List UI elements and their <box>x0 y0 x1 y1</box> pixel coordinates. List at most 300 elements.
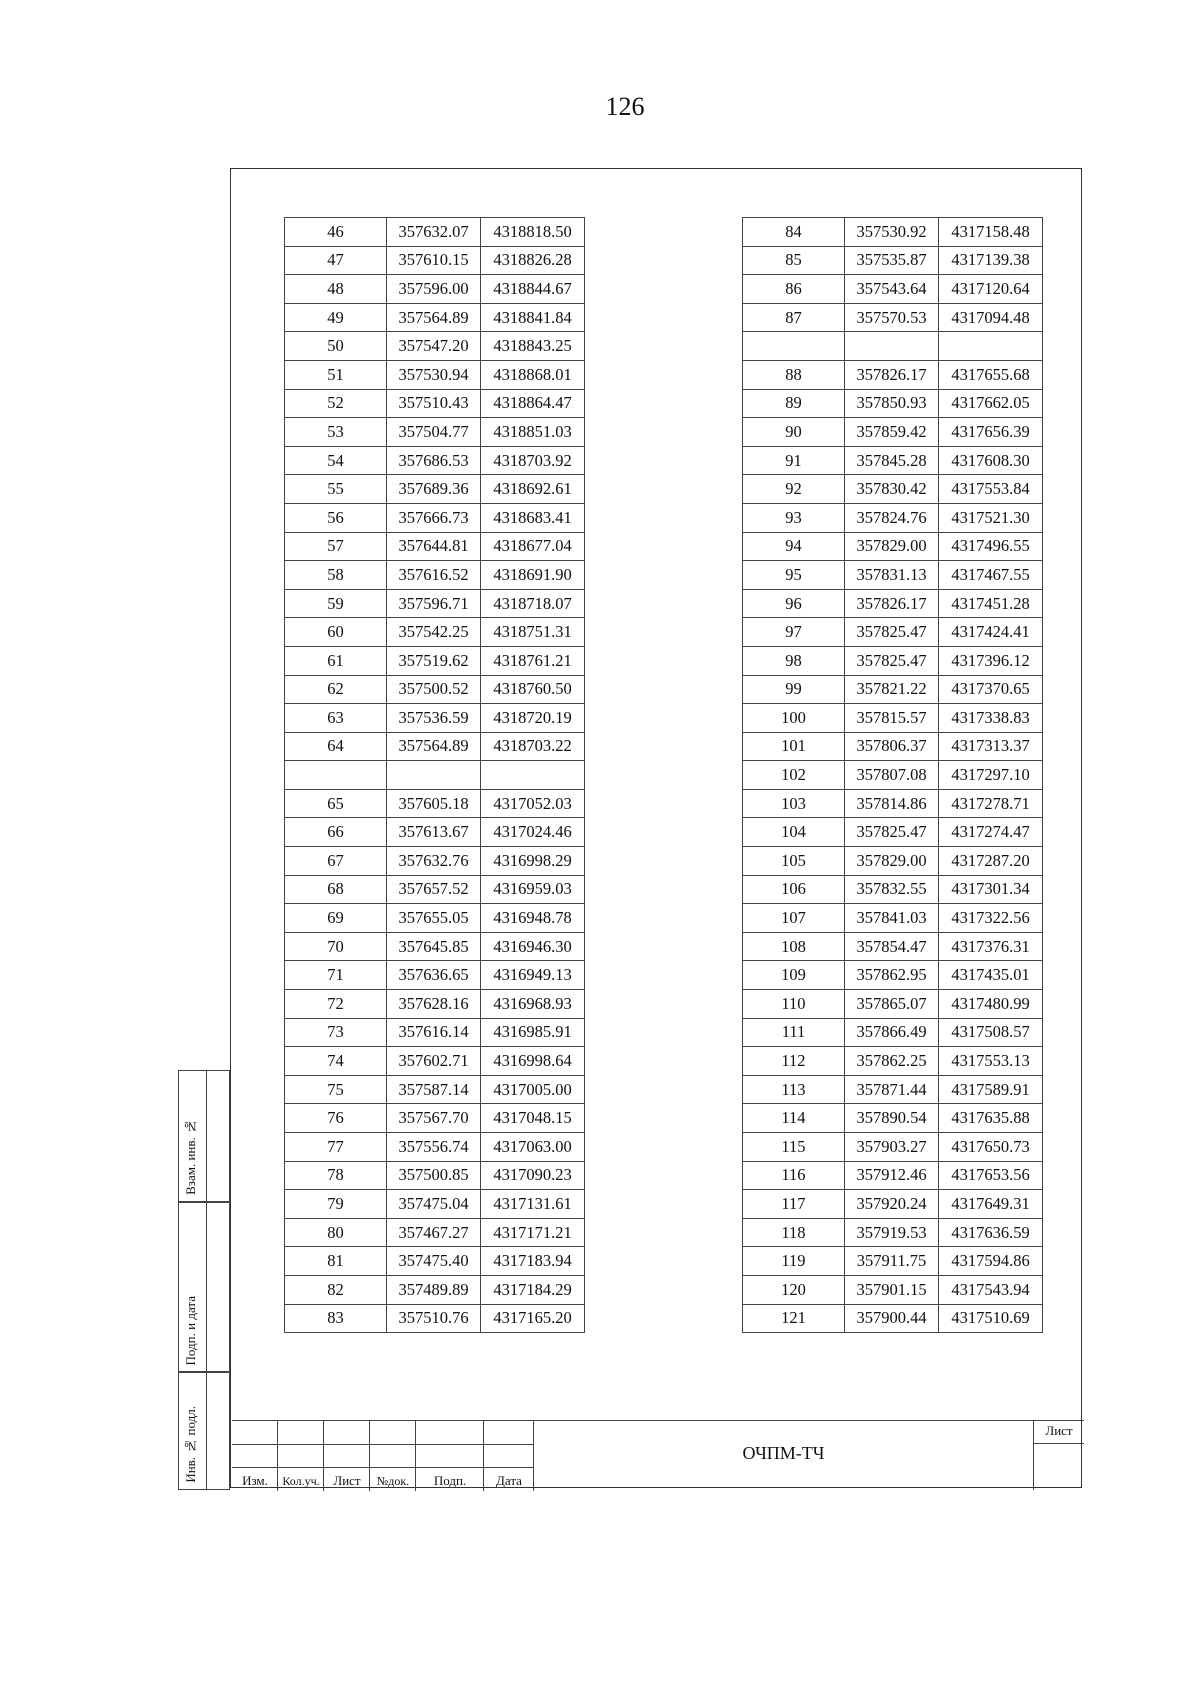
y-coordinate-cell: 4317508.57 <box>939 1018 1043 1047</box>
y-coordinate-cell: 4317184.29 <box>481 1275 585 1304</box>
y-coordinate-cell: 4317608.30 <box>939 446 1043 475</box>
table-row <box>743 332 1043 361</box>
x-coordinate-cell: 357613.67 <box>387 818 481 847</box>
table-row <box>743 789 1043 818</box>
point-number-cell: 67 <box>285 847 387 876</box>
table-row <box>285 704 585 733</box>
point-number-cell: 101 <box>743 732 845 761</box>
y-coordinate-cell: 4317094.48 <box>939 303 1043 332</box>
y-coordinate-cell: 4317396.12 <box>939 646 1043 675</box>
point-number-cell: 84 <box>743 218 845 247</box>
x-coordinate-cell: 357826.17 <box>845 360 939 389</box>
point-number-cell: 104 <box>743 818 845 847</box>
point-number-cell: 59 <box>285 589 387 618</box>
table-row <box>743 389 1043 418</box>
y-coordinate-cell <box>939 332 1043 361</box>
point-number-cell: 86 <box>743 275 845 304</box>
table-row <box>743 532 1043 561</box>
table-row <box>743 1133 1043 1162</box>
x-coordinate-cell: 357610.15 <box>387 246 481 275</box>
table-row <box>285 675 585 704</box>
point-number-cell: 54 <box>285 446 387 475</box>
table-row <box>285 418 585 447</box>
point-number-cell: 51 <box>285 360 387 389</box>
x-coordinate-cell: 357510.76 <box>387 1304 481 1333</box>
table-row <box>285 646 585 675</box>
y-coordinate-cell: 4318703.92 <box>481 446 585 475</box>
table-row <box>285 532 585 561</box>
table-row <box>743 904 1043 933</box>
x-coordinate-cell: 357467.27 <box>387 1218 481 1247</box>
y-coordinate-cell: 4318691.90 <box>481 561 585 590</box>
point-number-cell: 77 <box>285 1133 387 1162</box>
table-row <box>285 789 585 818</box>
y-coordinate-cell: 4318761.21 <box>481 646 585 675</box>
sheet-cell <box>1034 1420 1084 1491</box>
x-coordinate-cell: 357542.25 <box>387 618 481 647</box>
x-coordinate-cell: 357655.05 <box>387 904 481 933</box>
table-row <box>285 1133 585 1162</box>
y-coordinate-cell: 4317090.23 <box>481 1161 585 1190</box>
y-coordinate-cell: 4318720.19 <box>481 704 585 733</box>
x-coordinate-cell: 357825.47 <box>845 818 939 847</box>
x-coordinate-cell: 357832.55 <box>845 875 939 904</box>
y-coordinate-cell: 4317553.84 <box>939 475 1043 504</box>
point-number-cell: 46 <box>285 218 387 247</box>
x-coordinate-cell: 357596.00 <box>387 275 481 304</box>
table-row <box>285 1275 585 1304</box>
y-coordinate-cell: 4317635.88 <box>939 1104 1043 1133</box>
point-number-cell: 83 <box>285 1304 387 1333</box>
title-cell <box>534 1420 1034 1490</box>
x-coordinate-cell: 357871.44 <box>845 1075 939 1104</box>
y-coordinate-cell: 4318703.22 <box>481 732 585 761</box>
table-row <box>743 961 1043 990</box>
x-coordinate-cell: 357530.94 <box>387 360 481 389</box>
x-coordinate-cell: 357632.07 <box>387 218 481 247</box>
x-coordinate-cell: 357657.52 <box>387 875 481 904</box>
y-coordinate-cell: 4317158.48 <box>939 218 1043 247</box>
point-number-cell <box>285 761 387 790</box>
point-number-cell: 103 <box>743 789 845 818</box>
y-coordinate-cell: 4317656.39 <box>939 418 1043 447</box>
x-coordinate-cell: 357829.00 <box>845 532 939 561</box>
x-coordinate-cell: 357825.47 <box>845 618 939 647</box>
table-row <box>743 303 1043 332</box>
x-coordinate-cell: 357632.76 <box>387 847 481 876</box>
x-coordinate-cell: 357547.20 <box>387 332 481 361</box>
side-label-vzam: Взам. инв. № <box>183 1119 198 1195</box>
table-row <box>285 618 585 647</box>
y-coordinate-cell: 4318864.47 <box>481 389 585 418</box>
point-number-cell: 96 <box>743 589 845 618</box>
y-coordinate-cell: 4317653.56 <box>939 1161 1043 1190</box>
y-coordinate-cell: 4316998.64 <box>481 1047 585 1076</box>
y-coordinate-cell: 4317278.71 <box>939 789 1043 818</box>
title-block-grid <box>232 1420 534 1491</box>
point-number-cell: 81 <box>285 1247 387 1276</box>
x-coordinate-cell: 357616.52 <box>387 561 481 590</box>
y-coordinate-cell: 4317467.55 <box>939 561 1043 590</box>
point-number-cell: 87 <box>743 303 845 332</box>
table-row <box>743 1018 1043 1047</box>
point-number-cell: 76 <box>285 1104 387 1133</box>
y-coordinate-cell <box>481 761 585 790</box>
y-coordinate-cell: 4318718.07 <box>481 589 585 618</box>
table-row <box>285 1218 585 1247</box>
table-row <box>743 1218 1043 1247</box>
table-row <box>285 818 585 847</box>
y-coordinate-cell: 4317052.03 <box>481 789 585 818</box>
point-number-cell: 47 <box>285 246 387 275</box>
y-coordinate-cell: 4317649.31 <box>939 1190 1043 1219</box>
point-number-cell: 91 <box>743 446 845 475</box>
table-row <box>743 875 1043 904</box>
document-code: ОЧПМ-ТЧ <box>742 1443 825 1463</box>
side-label-inv: Инв. № подл. <box>183 1406 198 1483</box>
point-number-cell: 106 <box>743 875 845 904</box>
page-number: 126 <box>605 92 645 121</box>
x-coordinate-cell: 357821.22 <box>845 675 939 704</box>
table-row <box>743 847 1043 876</box>
y-coordinate-cell: 4318760.50 <box>481 675 585 704</box>
point-number-cell: 64 <box>285 732 387 761</box>
table-row <box>743 446 1043 475</box>
table-row <box>285 875 585 904</box>
y-coordinate-cell: 4317313.37 <box>939 732 1043 761</box>
table-row <box>743 561 1043 590</box>
x-coordinate-cell <box>387 761 481 790</box>
x-coordinate-cell: 357829.00 <box>845 847 939 876</box>
table-row <box>285 303 585 332</box>
y-coordinate-cell: 4317370.65 <box>939 675 1043 704</box>
y-coordinate-cell: 4318851.03 <box>481 418 585 447</box>
x-coordinate-cell: 357636.65 <box>387 961 481 990</box>
point-number-cell: 117 <box>743 1190 845 1219</box>
table-row <box>743 732 1043 761</box>
point-number-cell: 79 <box>285 1190 387 1219</box>
y-coordinate-cell: 4317376.31 <box>939 932 1043 961</box>
stamp-header-data: Дата <box>496 1473 522 1488</box>
y-coordinate-cell: 4316949.13 <box>481 961 585 990</box>
stamp-header-izm: Изм. <box>242 1473 268 1488</box>
point-number-cell: 70 <box>285 932 387 961</box>
x-coordinate-cell: 357815.57 <box>845 704 939 733</box>
point-number-cell: 95 <box>743 561 845 590</box>
x-coordinate-cell: 357556.74 <box>387 1133 481 1162</box>
table-row <box>743 246 1043 275</box>
x-coordinate-cell: 357919.53 <box>845 1218 939 1247</box>
table-row <box>743 646 1043 675</box>
x-coordinate-cell: 357824.76 <box>845 503 939 532</box>
table-row <box>743 360 1043 389</box>
sheet-label: Лист <box>1045 1423 1073 1438</box>
point-number-cell <box>743 332 845 361</box>
table-row <box>285 932 585 961</box>
point-number-cell: 107 <box>743 904 845 933</box>
point-number-cell: 115 <box>743 1133 845 1162</box>
x-coordinate-cell: 357862.95 <box>845 961 939 990</box>
coordinates-table-left <box>284 217 585 1333</box>
y-coordinate-cell: 4316946.30 <box>481 932 585 961</box>
y-coordinate-cell: 4317510.69 <box>939 1304 1043 1333</box>
x-coordinate-cell: 357666.73 <box>387 503 481 532</box>
x-coordinate-cell: 357900.44 <box>845 1304 939 1333</box>
point-number-cell: 109 <box>743 961 845 990</box>
point-number-cell: 71 <box>285 961 387 990</box>
y-coordinate-cell: 4317655.68 <box>939 360 1043 389</box>
stamp-header-koluch: Кол.уч. <box>282 1474 320 1488</box>
x-coordinate-cell: 357865.07 <box>845 990 939 1019</box>
x-coordinate-cell: 357500.52 <box>387 675 481 704</box>
x-coordinate-cell: 357536.59 <box>387 704 481 733</box>
y-coordinate-cell: 4317165.20 <box>481 1304 585 1333</box>
table-row <box>285 446 585 475</box>
side-cell-vzam <box>178 1070 230 1202</box>
stamp-header-list: Лист <box>333 1473 361 1488</box>
y-coordinate-cell: 4318818.50 <box>481 218 585 247</box>
table-row <box>743 675 1043 704</box>
x-coordinate-cell: 357628.16 <box>387 990 481 1019</box>
table-row <box>743 218 1043 247</box>
table-row <box>285 1104 585 1133</box>
table-row <box>743 475 1043 504</box>
x-coordinate-cell: 357901.15 <box>845 1275 939 1304</box>
point-number-cell: 94 <box>743 532 845 561</box>
y-coordinate-cell: 4317589.91 <box>939 1075 1043 1104</box>
point-number-cell: 65 <box>285 789 387 818</box>
point-number-cell: 75 <box>285 1075 387 1104</box>
table-row <box>743 1190 1043 1219</box>
y-coordinate-cell: 4317183.94 <box>481 1247 585 1276</box>
point-number-cell: 111 <box>743 1018 845 1047</box>
y-coordinate-cell: 4318677.04 <box>481 532 585 561</box>
table-row <box>743 1075 1043 1104</box>
table-row <box>285 1161 585 1190</box>
point-number-cell: 62 <box>285 675 387 704</box>
point-number-cell: 121 <box>743 1304 845 1333</box>
point-number-cell: 48 <box>285 275 387 304</box>
x-coordinate-cell: 357859.42 <box>845 418 939 447</box>
x-coordinate-cell: 357564.89 <box>387 732 481 761</box>
y-coordinate-cell: 4317297.10 <box>939 761 1043 790</box>
x-coordinate-cell: 357644.81 <box>387 532 481 561</box>
table-row <box>743 1104 1043 1133</box>
table-row <box>743 990 1043 1019</box>
table-row <box>743 932 1043 961</box>
x-coordinate-cell: 357605.18 <box>387 789 481 818</box>
point-number-cell: 90 <box>743 418 845 447</box>
table-row <box>285 904 585 933</box>
point-number-cell: 66 <box>285 818 387 847</box>
x-coordinate-cell: 357890.54 <box>845 1104 939 1133</box>
y-coordinate-cell: 4316959.03 <box>481 875 585 904</box>
table-row <box>285 389 585 418</box>
x-coordinate-cell: 357530.92 <box>845 218 939 247</box>
point-number-cell: 85 <box>743 246 845 275</box>
table-row <box>285 847 585 876</box>
table-row <box>743 1247 1043 1276</box>
x-coordinate-cell: 357911.75 <box>845 1247 939 1276</box>
point-number-cell: 120 <box>743 1275 845 1304</box>
x-coordinate-cell: 357587.14 <box>387 1075 481 1104</box>
side-cell-inv <box>178 1372 230 1490</box>
x-coordinate-cell <box>845 332 939 361</box>
point-number-cell: 56 <box>285 503 387 532</box>
x-coordinate-cell: 357686.53 <box>387 446 481 475</box>
point-number-cell: 116 <box>743 1161 845 1190</box>
table-row <box>743 1161 1043 1190</box>
point-number-cell: 72 <box>285 990 387 1019</box>
y-coordinate-cell: 4318751.31 <box>481 618 585 647</box>
x-coordinate-cell: 357567.70 <box>387 1104 481 1133</box>
x-coordinate-cell: 357845.28 <box>845 446 939 475</box>
point-number-cell: 100 <box>743 704 845 733</box>
y-coordinate-cell: 4317424.41 <box>939 618 1043 647</box>
x-coordinate-cell: 357850.93 <box>845 389 939 418</box>
table-row <box>285 1047 585 1076</box>
x-coordinate-cell: 357543.64 <box>845 275 939 304</box>
table-row <box>285 1304 585 1333</box>
table-row <box>285 990 585 1019</box>
point-number-cell: 61 <box>285 646 387 675</box>
side-stamp-strip <box>178 1070 232 1490</box>
side-cell-podp <box>178 1202 230 1372</box>
x-coordinate-cell: 357500.85 <box>387 1161 481 1190</box>
y-coordinate-cell: 4316968.93 <box>481 990 585 1019</box>
x-coordinate-cell: 357831.13 <box>845 561 939 590</box>
point-number-cell: 73 <box>285 1018 387 1047</box>
y-coordinate-cell: 4317322.56 <box>939 904 1043 933</box>
y-coordinate-cell: 4318683.41 <box>481 503 585 532</box>
point-number-cell: 118 <box>743 1218 845 1247</box>
point-number-cell: 105 <box>743 847 845 876</box>
y-coordinate-cell: 4317521.30 <box>939 503 1043 532</box>
table-row <box>743 704 1043 733</box>
table-row <box>285 1018 585 1047</box>
table-row <box>743 1304 1043 1333</box>
table-row <box>285 475 585 504</box>
x-coordinate-cell: 357830.42 <box>845 475 939 504</box>
point-number-cell: 89 <box>743 389 845 418</box>
x-coordinate-cell: 357912.46 <box>845 1161 939 1190</box>
point-number-cell: 55 <box>285 475 387 504</box>
y-coordinate-cell: 4317662.05 <box>939 389 1043 418</box>
point-number-cell: 88 <box>743 360 845 389</box>
y-coordinate-cell: 4317005.00 <box>481 1075 585 1104</box>
y-coordinate-cell: 4317553.13 <box>939 1047 1043 1076</box>
y-coordinate-cell: 4316998.29 <box>481 847 585 876</box>
y-coordinate-cell: 4317435.01 <box>939 961 1043 990</box>
y-coordinate-cell: 4317024.46 <box>481 818 585 847</box>
point-number-cell: 68 <box>285 875 387 904</box>
y-coordinate-cell: 4316948.78 <box>481 904 585 933</box>
x-coordinate-cell: 357519.62 <box>387 646 481 675</box>
table-row <box>285 360 585 389</box>
point-number-cell: 119 <box>743 1247 845 1276</box>
x-coordinate-cell: 357903.27 <box>845 1133 939 1162</box>
y-coordinate-cell: 4318692.61 <box>481 475 585 504</box>
table-row <box>285 1075 585 1104</box>
point-number-cell: 99 <box>743 675 845 704</box>
point-number-cell: 102 <box>743 761 845 790</box>
point-number-cell: 82 <box>285 1275 387 1304</box>
y-coordinate-cell: 4317451.28 <box>939 589 1043 618</box>
y-coordinate-cell: 4318843.25 <box>481 332 585 361</box>
x-coordinate-cell: 357920.24 <box>845 1190 939 1219</box>
point-number-cell: 78 <box>285 1161 387 1190</box>
table-row <box>285 275 585 304</box>
point-number-cell: 108 <box>743 932 845 961</box>
table-row <box>285 961 585 990</box>
y-coordinate-cell: 4317636.59 <box>939 1218 1043 1247</box>
y-coordinate-cell: 4317287.20 <box>939 847 1043 876</box>
x-coordinate-cell: 357475.04 <box>387 1190 481 1219</box>
table-row <box>743 761 1043 790</box>
y-coordinate-cell: 4317063.00 <box>481 1133 585 1162</box>
x-coordinate-cell: 357854.47 <box>845 932 939 961</box>
x-coordinate-cell: 357535.87 <box>845 246 939 275</box>
x-coordinate-cell: 357814.86 <box>845 789 939 818</box>
point-number-cell: 69 <box>285 904 387 933</box>
x-coordinate-cell: 357570.53 <box>845 303 939 332</box>
x-coordinate-cell: 357510.43 <box>387 389 481 418</box>
table-row <box>285 1190 585 1219</box>
table-row <box>285 503 585 532</box>
table-row <box>743 818 1043 847</box>
y-coordinate-cell: 4317139.38 <box>939 246 1043 275</box>
y-coordinate-cell: 4317594.86 <box>939 1247 1043 1276</box>
point-number-cell: 110 <box>743 990 845 1019</box>
point-number-cell: 52 <box>285 389 387 418</box>
point-number-cell: 80 <box>285 1218 387 1247</box>
point-number-cell: 74 <box>285 1047 387 1076</box>
title-block <box>232 1420 1084 1490</box>
y-coordinate-cell: 4317171.21 <box>481 1218 585 1247</box>
table-row <box>285 732 585 761</box>
point-number-cell: 113 <box>743 1075 845 1104</box>
table-row <box>285 761 585 790</box>
x-coordinate-cell: 357602.71 <box>387 1047 481 1076</box>
table-row <box>743 1275 1043 1304</box>
y-coordinate-cell: 4316985.91 <box>481 1018 585 1047</box>
y-coordinate-cell: 4318841.84 <box>481 303 585 332</box>
y-coordinate-cell: 4318844.67 <box>481 275 585 304</box>
x-coordinate-cell: 357616.14 <box>387 1018 481 1047</box>
table-row <box>743 275 1043 304</box>
point-number-cell: 58 <box>285 561 387 590</box>
y-coordinate-cell: 4317496.55 <box>939 532 1043 561</box>
x-coordinate-cell: 357564.89 <box>387 303 481 332</box>
table-row <box>285 589 585 618</box>
y-coordinate-cell: 4317048.15 <box>481 1104 585 1133</box>
y-coordinate-cell: 4317120.64 <box>939 275 1043 304</box>
y-coordinate-cell: 4317131.61 <box>481 1190 585 1219</box>
y-coordinate-cell: 4317274.47 <box>939 818 1043 847</box>
x-coordinate-cell: 357825.47 <box>845 646 939 675</box>
x-coordinate-cell: 357807.08 <box>845 761 939 790</box>
x-coordinate-cell: 357596.71 <box>387 589 481 618</box>
stamp-header-ndok: №док. <box>376 1474 410 1488</box>
table-row <box>743 618 1043 647</box>
table-row <box>743 1047 1043 1076</box>
point-number-cell: 60 <box>285 618 387 647</box>
x-coordinate-cell: 357806.37 <box>845 732 939 761</box>
side-label-podp: Подп. и дата <box>183 1295 198 1365</box>
x-coordinate-cell: 357645.85 <box>387 932 481 961</box>
point-number-cell: 97 <box>743 618 845 647</box>
table-row <box>285 1247 585 1276</box>
